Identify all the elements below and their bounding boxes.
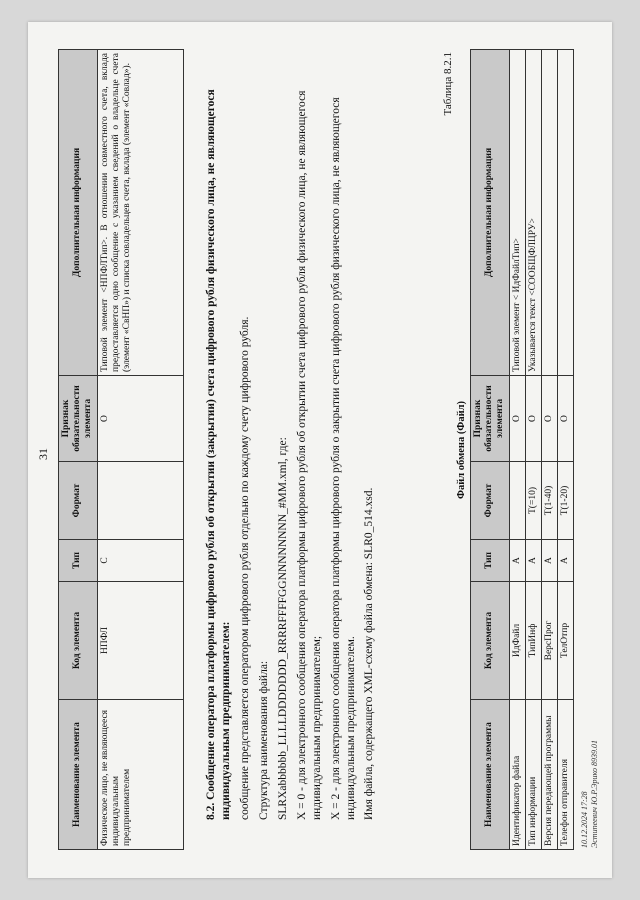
header-cell: Формат <box>59 462 98 540</box>
cell-required: О <box>509 376 525 462</box>
table-header-row <box>471 50 510 850</box>
cell-name: Тип информации <box>525 700 541 850</box>
exchange-file-table <box>470 49 574 850</box>
table-header-row <box>59 50 98 850</box>
cell-required: О <box>97 376 183 462</box>
section-text <box>204 50 377 820</box>
cell-code: ТипИнф <box>525 582 541 700</box>
stamp-date: 10.12.2024 17:28 <box>580 791 589 848</box>
header-cell: Тип <box>471 540 510 582</box>
cell-format <box>509 462 525 540</box>
cell-type: А <box>542 540 558 582</box>
header-cell: Формат <box>471 462 510 540</box>
cell-format: Т(1-20) <box>558 462 574 540</box>
paragraph: Имя файла, содержащего XML-схему файла обмена: SLR0_514.xsd. <box>363 487 376 820</box>
stamp-signature: Эстипеевич Ю.Р.Эрико 8939.01 <box>589 740 599 848</box>
cell-name: Версия передающей программы <box>542 700 558 850</box>
header-cell: Код элемента <box>59 582 98 700</box>
header-cell: Дополнительная информация <box>471 50 510 376</box>
page-number: 31 <box>36 448 50 460</box>
cell-required: О <box>525 376 541 462</box>
cell-info: Указывается текст <СООБЩФЛЦРУ> <box>525 50 541 376</box>
cell-format: Т(1-40) <box>542 462 558 540</box>
rotated-page-content <box>28 22 612 878</box>
cell-name: Физическое лицо, не являющееся индивидуальным предпринимателем <box>97 700 183 850</box>
header-cell: Тип <box>59 540 98 582</box>
section-heading: 8.2. Сообщение оператора платформы цифрового рубля об открытии (закрытии) счета цифрового рубля физического лица, не являющегося индивидуальным предпринимателем: <box>205 89 232 820</box>
cell-code: НПФЛ <box>97 582 183 700</box>
table-row <box>525 50 541 850</box>
table-row <box>509 50 525 850</box>
cell-code: ВерсПрог <box>542 582 558 700</box>
cell-code: ИдФайл <box>509 582 525 700</box>
header-cell: Дополнительная информация <box>59 50 98 376</box>
table-row <box>542 50 558 850</box>
paragraph: X = 2 - для электронного сообщения оператора платформы цифрового рубля о закрытии счета цифрового рубля физического лица, не являющегося индивидуальным предпринимателем. <box>329 97 357 820</box>
cell-format <box>97 462 183 540</box>
cell-info: Типовой элемент < ИдФайлТип> <box>509 50 525 376</box>
table-caption-number: Таблица 8.2.1 <box>442 52 454 116</box>
paragraph: X = 0 - для электронного сообщения оператора платформы цифрового рубля об открытии счета цифрового рубля физического лица, не являющегося индивидуальным предпринимателем; <box>295 90 323 820</box>
print-stamp <box>580 740 599 848</box>
cell-info <box>542 50 558 376</box>
element-table-continued <box>58 49 184 850</box>
header-cell: Наименование элемента <box>59 700 98 850</box>
table-caption-title: Файл обмена (Файл) <box>456 400 467 500</box>
paragraph: Структура наименования файла: <box>257 660 270 820</box>
cell-type: С <box>97 540 183 582</box>
header-cell: Признак обязательности элемента <box>471 376 510 462</box>
cell-required: О <box>558 376 574 462</box>
table-row <box>558 50 574 850</box>
cell-code: ТелОтпр <box>558 582 574 700</box>
header-cell: Код элемента <box>471 582 510 700</box>
header-cell: Признак обязательности элемента <box>59 376 98 462</box>
cell-type: А <box>525 540 541 582</box>
cell-format: Т(=10) <box>525 462 541 540</box>
filename-structure: SLRXabbbbbb_LLLLDDDDDDD_RRRRFFFFGGNNNNNNNN_#MM.xml, где: <box>276 437 289 820</box>
document-page <box>28 22 612 878</box>
cell-type: А <box>509 540 525 582</box>
cell-name: Телефон отправителя <box>558 700 574 850</box>
cell-required: О <box>542 376 558 462</box>
cell-info: Типовой элемент <НПФЛТип>. В отношении совместного счета, вклада предоставляется одно сообщение с указанием сведений о владельце счета (элемент «СвНП») и списка совладельцев счета, вклада (элемент «Совлад»). <box>97 50 183 376</box>
paragraph: сообщение представляется оператором цифрового рубля отдельно по каждому счету цифрового рубля. <box>238 316 251 820</box>
header-cell: Наименование элемента <box>471 700 510 850</box>
cell-type: А <box>558 540 574 582</box>
cell-name: Идентификатор файла <box>509 700 525 850</box>
cell-info <box>558 50 574 376</box>
table-row <box>97 50 183 850</box>
